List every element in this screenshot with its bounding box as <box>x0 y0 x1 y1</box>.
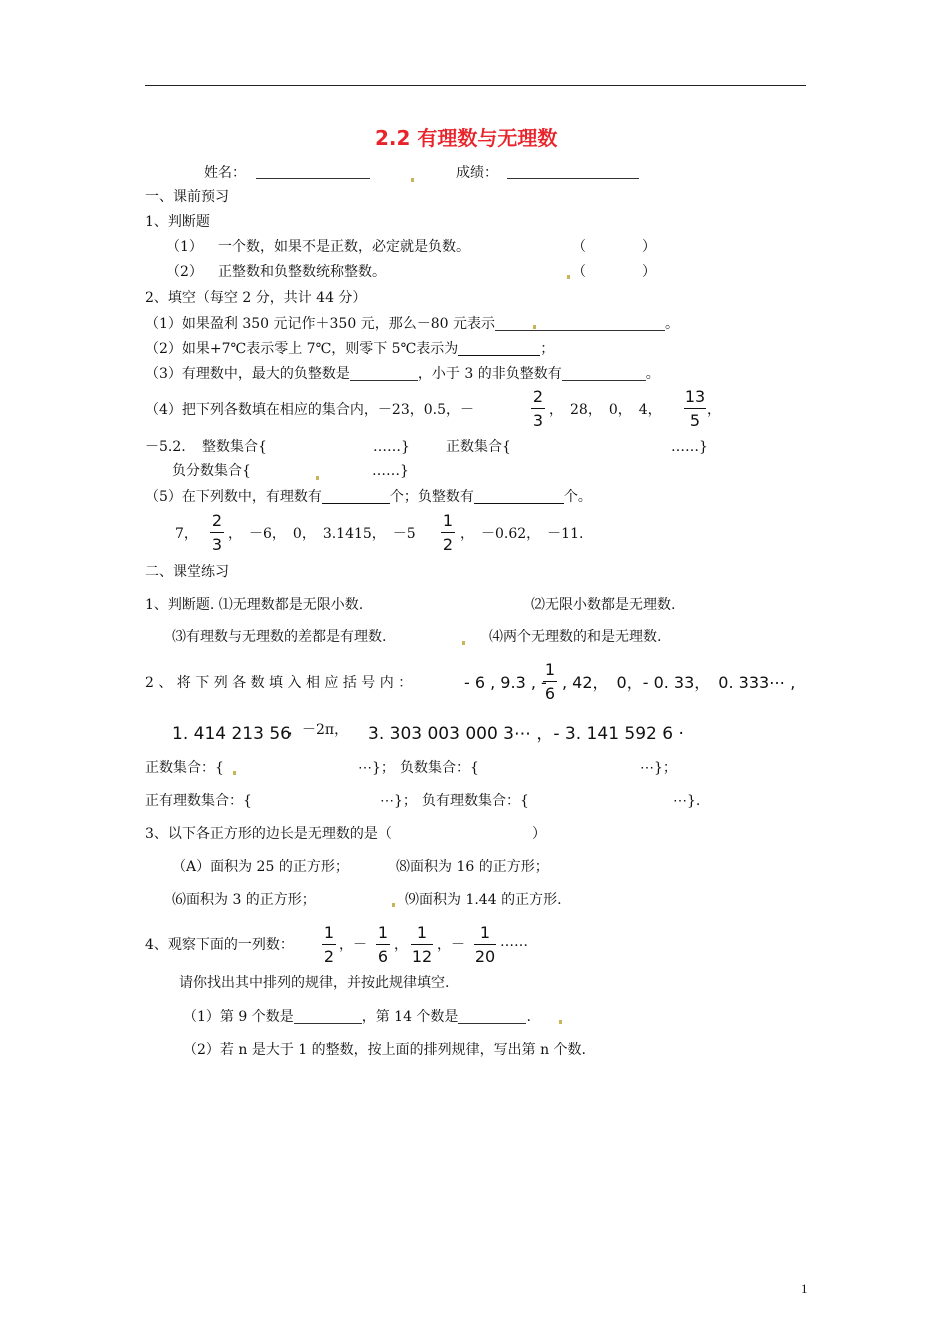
fill-text: （1）如果盈利 350 元记作＋350 元，那么－80 元表示 <box>145 316 495 332</box>
answer-blank[interactable] <box>458 1009 526 1024</box>
fill-text: （3）有理数中，最大的负整数是 <box>145 366 350 382</box>
statement-text: ⑷两个无理数的和是无理数. <box>489 629 662 645</box>
set-neg-rational-open: 负有理数集合：{ <box>422 793 529 809</box>
ellipsis: …… <box>500 934 528 950</box>
fill-text: ， 28， 0， 4， <box>549 402 662 418</box>
scan-mark <box>316 476 319 480</box>
answer-blank[interactable] <box>350 366 418 381</box>
fraction: 1 12 <box>411 923 433 966</box>
fill-text: 。 <box>664 316 679 332</box>
scan-mark <box>559 1020 562 1024</box>
set-integer-close: ……} <box>373 439 410 455</box>
set-negative-open: 负数集合：{ <box>400 760 479 776</box>
section-heading-2: 二、课堂练习 <box>145 564 229 580</box>
statement-text: 一个数，如果不是正数，必定就是负数。 <box>218 239 470 255</box>
name-field[interactable] <box>256 164 370 179</box>
score-label: 成绩： <box>456 165 498 181</box>
number-list: ，－2π， <box>288 722 349 738</box>
statement-text: ⑶有理数与无理数的差都是有理数. <box>172 629 387 645</box>
fill-text: （2）若 n 是大于 1 的整数，按上面的排列规律，写出第 n 个数. <box>183 1042 586 1058</box>
fill-text: ， －0.62， －11. <box>460 526 584 542</box>
answer-parentheses[interactable]: （ ） <box>572 239 656 255</box>
scan-mark <box>411 178 414 182</box>
option-b: ⑻面积为 16 的正方形； <box>396 859 549 875</box>
fraction: 1 6 <box>377 923 389 966</box>
set-positive-close: ……} <box>671 439 708 455</box>
set-positive-open: 正数集合：{ <box>145 760 224 776</box>
question-text: 4、观察下面的一列数： <box>145 937 294 953</box>
fraction: 13 5 <box>684 387 706 430</box>
option-c: ⑹面积为 3 的正方形； <box>172 892 316 908</box>
set-neg-rational-close: ⋯}. <box>673 793 701 809</box>
question-text: 2 、 将 下 列 各 数 填 入 相 应 括 号 内 ： <box>145 675 413 691</box>
fraction: 2 3 <box>532 387 544 430</box>
scan-mark <box>462 641 465 645</box>
fill-text: 个。 <box>563 489 592 505</box>
answer-blank[interactable] <box>474 489 564 504</box>
name-label: 姓名： <box>204 165 246 181</box>
set-positive-close: ⋯}； <box>358 760 395 776</box>
set-integer-open: 整数集合{ <box>202 439 267 455</box>
set-neg-fraction-open: 负分数集合{ <box>172 463 251 479</box>
number-list: 3. 303 003 000 3⋯ ，- 3. 141 592 6 · <box>368 724 684 744</box>
fill-text: . <box>526 1009 531 1025</box>
option-a: （A）面积为 25 的正方形； <box>172 859 349 875</box>
option-d: ⑼面积为 1.44 的正方形. <box>405 892 562 908</box>
separator: ，－ <box>437 937 465 953</box>
number-list: , 42， 0，- 0. 33， 0. 333⋯ , <box>562 673 796 692</box>
scan-mark <box>533 325 536 329</box>
statement-text: 1、判断题. ⑴无理数都是无限小数. <box>145 597 364 613</box>
fill-text: ， －6， 0， 3.1415， －5 <box>228 526 416 542</box>
item-number: （1） <box>166 239 203 255</box>
fill-text: 个；负整数有 <box>389 489 474 505</box>
score-field[interactable] <box>507 164 639 179</box>
answer-blank[interactable] <box>495 316 665 331</box>
scan-mark <box>392 903 395 907</box>
page-title: 2.2 有理数与无理数 <box>375 126 558 150</box>
fill-text: ，小于 3 的非负整数有 <box>417 366 562 382</box>
fill-text: 7， <box>175 526 198 542</box>
number-list: - 6 , 9.3 , - <box>464 673 547 692</box>
set-pos-rational-open: 正有理数集合：{ <box>145 793 252 809</box>
fill-text: ，第 14 个数是 <box>361 1009 459 1025</box>
answer-parentheses-close[interactable]: ） <box>532 826 546 842</box>
statement-text: 正整数和负整数统称整数。 <box>218 264 386 280</box>
fill-text: ； <box>540 341 555 357</box>
fill-line-5 <box>145 489 592 504</box>
number-list: 1. 414 213 56 <box>172 724 291 744</box>
set-neg-fraction-close: ……} <box>372 463 409 479</box>
fill-text: 。 <box>645 366 660 382</box>
section-heading-1: 一、课前预习 <box>145 189 229 205</box>
fill-line-q4-1 <box>183 1009 531 1024</box>
item-number: （2） <box>166 264 203 280</box>
fill-line-2 <box>145 341 554 356</box>
answer-blank[interactable] <box>322 489 390 504</box>
question-label: 1、判断题 <box>145 214 210 230</box>
question-label: 2、填空（每空 2 分，共计 44 分） <box>145 290 367 306</box>
fill-line-1 <box>145 316 679 331</box>
answer-blank[interactable] <box>562 366 646 381</box>
statement-text: ⑵无限小数都是无理数. <box>531 597 676 613</box>
question-text: 3、以下各正方形的边长是无理数的是（ <box>145 826 392 842</box>
instruction-text: 请你找出其中排列的规律，并按此规律填空. <box>179 975 450 991</box>
page-number: 1 <box>801 1281 808 1296</box>
fill-text: （5）在下列数中，有理数有 <box>145 489 322 505</box>
fraction: 1 2 <box>442 511 454 554</box>
fraction: 1 6 <box>544 660 556 703</box>
fill-text: ， <box>707 402 721 418</box>
fill-text: （1）第 9 个数是 <box>183 1009 294 1025</box>
header-rule <box>145 85 806 86</box>
fraction: 2 3 <box>211 511 223 554</box>
set-pos-rational-close: ⋯}； <box>380 793 417 809</box>
separator: ， <box>394 937 408 953</box>
scan-mark <box>567 275 570 279</box>
scan-mark <box>233 771 236 775</box>
answer-blank[interactable] <box>458 341 540 356</box>
answer-blank[interactable] <box>294 1009 362 1024</box>
fill-text: －5.2. <box>145 439 186 455</box>
set-positive-open: 正数集合{ <box>446 439 511 455</box>
answer-parentheses[interactable]: （ ） <box>572 264 656 280</box>
fraction: 1 2 <box>323 923 335 966</box>
set-negative-close: ⋯}； <box>640 760 677 776</box>
separator: ，－ <box>339 937 367 953</box>
fill-text: （2）如果+7℃表示零上 7℃，则零下 5℃表示为 <box>145 341 459 357</box>
fraction: 1 20 <box>474 923 496 966</box>
fill-text: （4）把下列各数填在相应的集合内，－23，0.5，－ <box>145 402 474 418</box>
fill-line-3 <box>145 366 660 381</box>
